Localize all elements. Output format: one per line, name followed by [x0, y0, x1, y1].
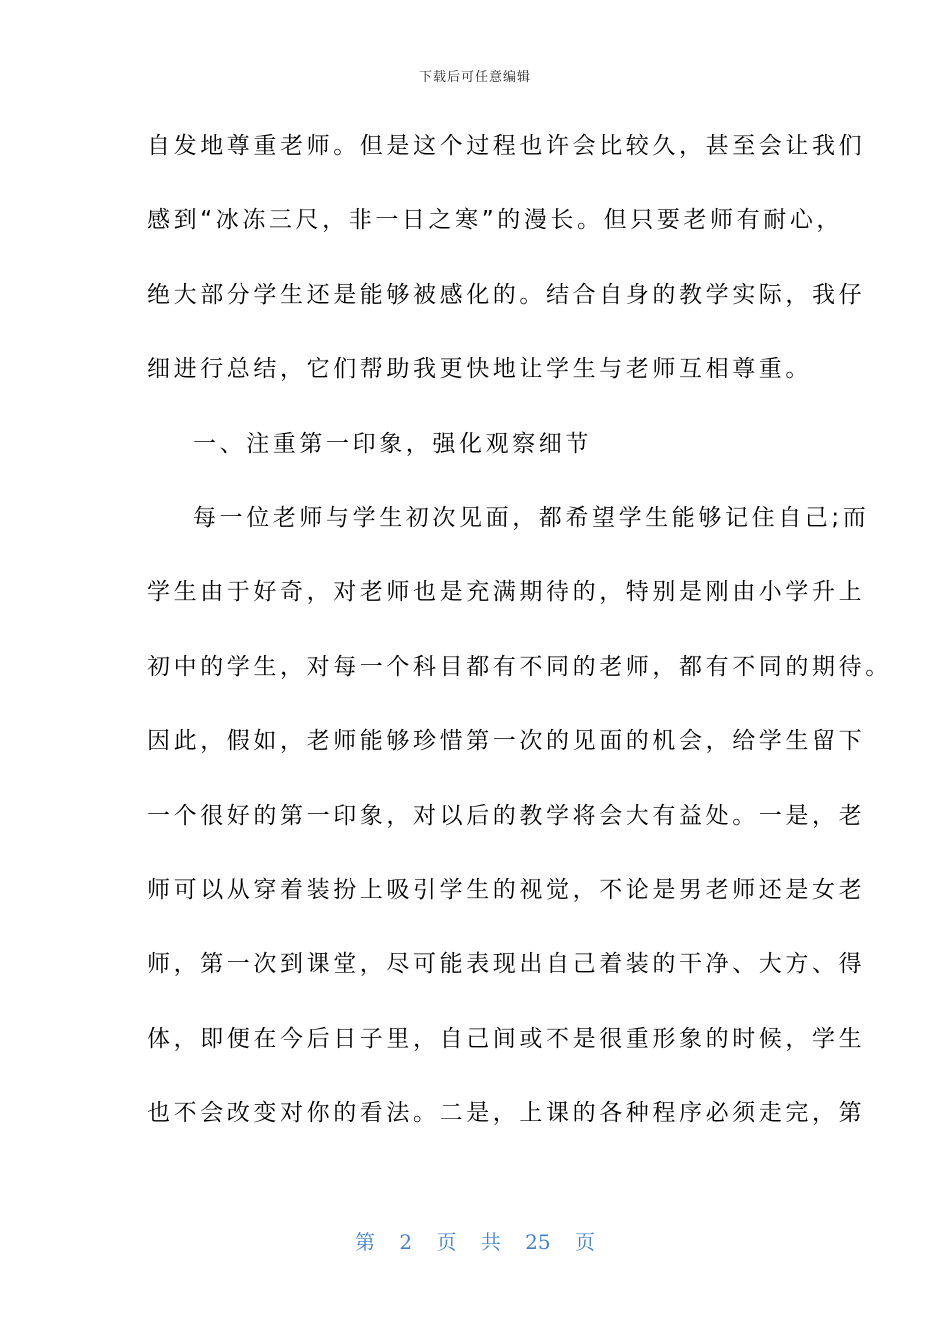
current-page-number: 2: [399, 1230, 413, 1254]
paragraph-line: 每一位老师与学生初次见面，都希望学生能够记住自己;而: [193, 504, 870, 531]
paragraph-line: 体，即便在今后日子里，自己间或不是很重形象的时候，学生: [147, 1025, 866, 1052]
paragraph-line: 学生由于好奇，对老师也是充满期待的，特别是刚由小学升上: [147, 579, 866, 606]
page-label: 页: [436, 1230, 457, 1254]
paragraph-line: 感到“冰冻三尺，非一日之寒”的漫长。但只要老师有耐心，: [147, 207, 844, 234]
paragraph-line: 因此，假如，老师能够珍惜第一次的见面的机会，给学生留下: [147, 728, 866, 755]
paragraph-line: 绝大部分学生还是能够被感化的。结合自身的教学实际，我仔: [147, 281, 866, 308]
total-label: 共: [480, 1230, 501, 1254]
page-number-footer: [0, 1226, 950, 1255]
page-suffix: 页: [574, 1230, 595, 1254]
paragraph-line: 细进行总结，它们帮助我更快地让学生与老师互相尊重。: [147, 356, 812, 383]
header-note: 下载后可任意编辑: [418, 70, 531, 85]
paragraph-line: 也不会改变对你的看法。二是，上课的各种程序必须走完，第: [147, 1100, 866, 1127]
document-body: [147, 126, 892, 1167]
paragraph-line: 师，第一次到课堂，尽可能表现出自己着装的干净、大方、得: [147, 951, 866, 978]
page-prefix: 第: [355, 1230, 375, 1254]
total-page-number: 25: [525, 1230, 551, 1254]
paragraph-line: 自发地尊重老师。但是这个过程也许会比较久，甚至会让我们: [147, 133, 866, 159]
section-heading: 一、注重第一印象，强化观察细节: [193, 430, 592, 457]
paragraph-line: 师可以从穿着装扮上吸引学生的视觉，不论是男老师还是女老: [147, 876, 866, 903]
paragraph-line: 一个很好的第一印象，对以后的教学将会大有益处。一是，老: [147, 802, 866, 829]
paragraph-line: 初中的学生，对每一个科目都有不同的老师，都有不同的期待。: [147, 653, 892, 680]
